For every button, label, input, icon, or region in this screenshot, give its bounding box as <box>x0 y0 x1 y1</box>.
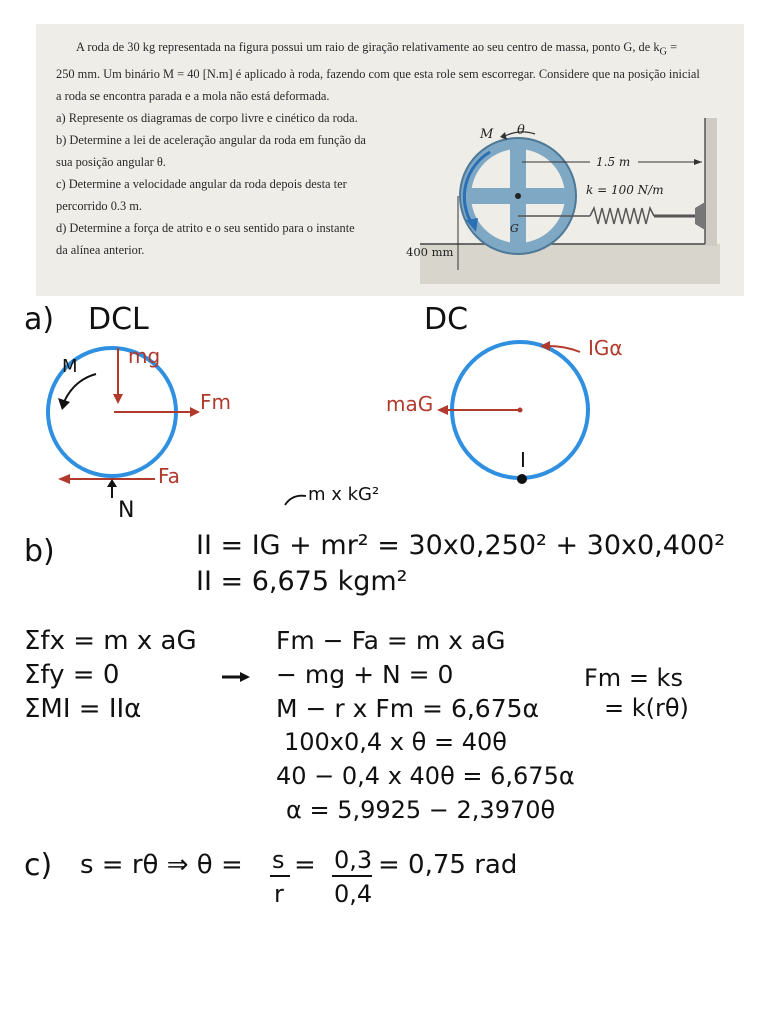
dcl-weight-arrowhead <box>113 394 123 404</box>
result-line-3: M − r x Fm = 6,675α <box>276 694 540 723</box>
item-d-line-2: da alínea anterior. <box>56 243 145 258</box>
eq-sum-fx: Σfx = m x aG <box>24 626 197 656</box>
dc-title: DC <box>424 302 469 337</box>
intro-line-2: 250 mm. Um binário M = 40 [N.m] é aplicado à roda, fazendo com que esta role sem escorregar. Considere que na posição inicial <box>56 67 700 82</box>
c-denominator-2: 0,4 <box>334 880 373 908</box>
c-denominator-1: r <box>274 880 284 908</box>
dc-iga-arrowhead <box>540 341 550 351</box>
item-d-line-1: d) Determine a força de atrito e o seu sentido para o instante <box>56 221 355 236</box>
b-brace <box>285 496 306 505</box>
eq-sum-fy: Σfy = 0 <box>24 660 120 690</box>
intro-line-1: A roda de 30 kg representada na figura possui um raio de giração relativamente ao seu centro de massa, ponto G, de k <box>76 40 660 54</box>
dcl-n-label: N <box>118 498 135 523</box>
spring-force-1: Fm = ks <box>584 664 683 692</box>
dcl-weight-label: mg <box>128 344 161 368</box>
dc-contact-point <box>517 474 527 484</box>
dcl-moment-arrow <box>64 374 96 402</box>
result-line-6: α = 5,9925 − 2,3970θ <box>286 796 556 824</box>
b-label: b) <box>24 534 55 569</box>
dim-vertical-label: 400 mm <box>406 245 454 259</box>
label-g: G <box>510 222 519 235</box>
dc-iga-label: IGα <box>588 336 623 360</box>
intro-line-3: a roda se encontra parada e a mola não está deformada. <box>56 89 330 104</box>
b-line-2: II = 6,675 kgm² <box>196 566 408 597</box>
item-b-line-2: sua posição angular θ. <box>56 155 166 170</box>
label-m: M <box>480 127 494 142</box>
dcl-fm-arrowhead <box>190 407 200 417</box>
eq-sum-mi: ΣMI = IIα <box>24 694 142 724</box>
dcl-n-arrowhead <box>107 479 117 487</box>
c-equals: = <box>294 850 316 880</box>
c-label: c) <box>24 848 53 883</box>
c-result: = 0,75 rad <box>378 850 518 880</box>
label-theta: θ <box>517 123 525 138</box>
item-a: a) Represente os diagramas de corpo livre e cinético da roda. <box>56 111 358 126</box>
c-numerator-2: 0,3 <box>334 846 373 874</box>
dc-mag-label: maG <box>386 392 434 416</box>
c-numerator-1: s <box>272 846 285 874</box>
b-note: m x kG² <box>308 484 380 505</box>
a-label: a) <box>24 302 55 337</box>
dcl-fm-label: Fm <box>200 390 231 414</box>
dcl-title: DCL <box>88 302 149 337</box>
c-equation: s = rθ ⇒ θ = <box>80 850 243 880</box>
intro-subscript: G <box>659 46 668 58</box>
result-line-5: 40 − 0,4 x 40θ = 6,675α <box>276 762 575 790</box>
result-line-2: − mg + N = 0 <box>276 660 454 689</box>
dcl-fa-label: Fa <box>158 464 180 488</box>
dc-i-label: I <box>520 448 526 472</box>
b-line-1: II = IG + mr² = 30x0,250² + 30x0,400² <box>196 530 726 561</box>
item-b-line-1: b) Determine a lei de aceleração angular da roda em função da <box>56 133 366 148</box>
spring-label: k = 100 N/m <box>586 183 664 197</box>
item-c-line-2: percorrido 0.3 m. <box>56 199 143 214</box>
intro-line-1-end: = <box>667 40 678 54</box>
dcl-fa-arrowhead <box>58 474 70 484</box>
dc-center <box>518 408 523 413</box>
implies-arrowhead-b <box>240 672 250 682</box>
dim-horizontal-label: 1.5 m <box>596 155 631 169</box>
spring-force-2: = k(rθ) <box>604 694 689 722</box>
dc-mag-arrowhead <box>437 405 448 415</box>
dcl-m-label: M <box>62 356 78 377</box>
result-line-1: Fm − Fa = m x aG <box>276 626 506 655</box>
result-line-4: 100x0,4 x θ = 40θ <box>284 728 507 756</box>
item-c-line-1: c) Determine a velocidade angular da roda depois desta ter <box>56 177 347 192</box>
